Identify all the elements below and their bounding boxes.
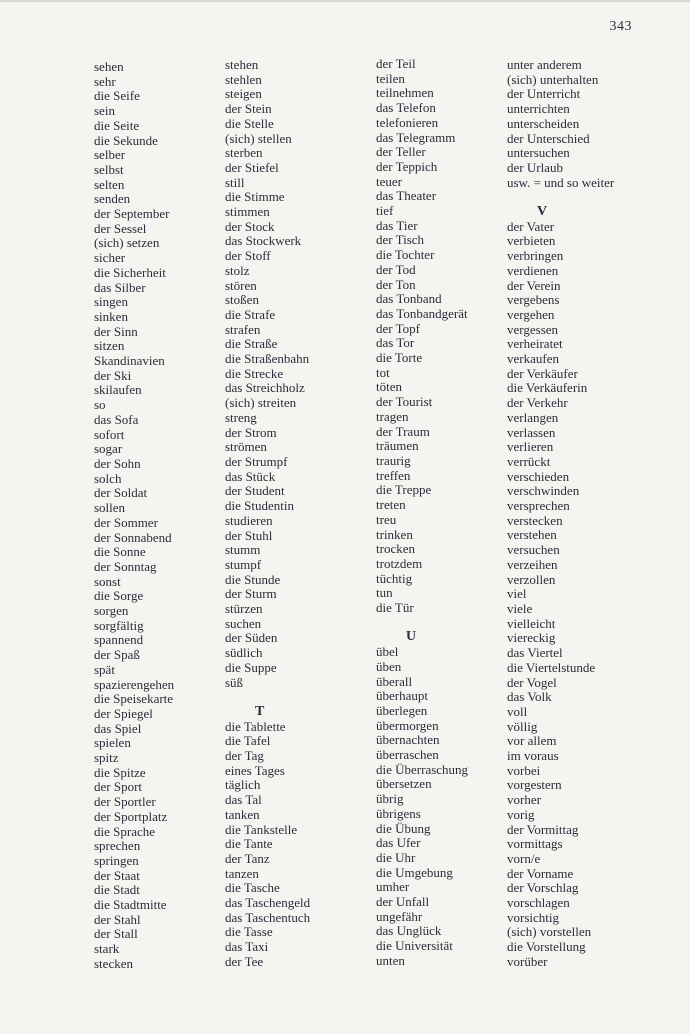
vocab-entry: die Überraschung — [376, 761, 469, 777]
vocab-entry: streng — [225, 409, 257, 425]
vocab-entry: die Suppe — [225, 659, 277, 675]
vocab-entry: verschieden — [507, 468, 570, 484]
vocab-entry: der Student — [225, 483, 285, 499]
vocab-entry: der Sonntag — [94, 558, 157, 574]
vocab-entry: teuer — [376, 173, 402, 189]
word-column-4 — [507, 58, 614, 970]
vocab-entry: verschwinden — [507, 483, 580, 499]
vocab-entry: verstecken — [507, 512, 563, 528]
vocab-entry: der Vorname — [507, 865, 574, 881]
vocab-entry: der Sport — [94, 779, 143, 795]
vocab-entry: voll — [507, 703, 528, 719]
vocab-entry: verrückt — [507, 453, 551, 469]
vocab-entry: vergebens — [507, 292, 560, 308]
vocab-entry: der Unfall — [376, 894, 430, 910]
vocab-entry: überlegen — [376, 702, 428, 718]
vocab-entry: der Süden — [225, 630, 278, 646]
vocab-entry: selbst — [94, 161, 124, 177]
vocab-entry: spitz — [94, 750, 119, 766]
vocab-entry: die Tafel — [225, 733, 271, 749]
vocab-entry: Skandinavien — [94, 353, 165, 369]
vocab-entry: die Seife — [94, 88, 140, 104]
vocab-entry: verlangen — [507, 409, 559, 425]
vocab-entry: überhaupt — [376, 688, 428, 704]
vocab-entry: traurig — [376, 452, 411, 468]
vocab-entry: spät — [94, 661, 115, 677]
vocab-entry: der Topf — [376, 320, 420, 336]
vocab-entry: sonst — [94, 573, 121, 589]
vocab-entry: verbieten — [507, 233, 556, 249]
vocab-entry: der Stoff — [225, 248, 271, 264]
vocab-entry: der Stall — [94, 926, 138, 942]
vocab-entry: der September — [94, 206, 170, 222]
vocab-entry: täglich — [225, 777, 261, 793]
vocab-entry: verbringen — [507, 248, 564, 264]
vocab-entry: stecken — [94, 955, 133, 971]
vocab-entry: eines Tages — [225, 762, 285, 778]
vocab-entry: der Verkäufer — [507, 365, 578, 381]
vocab-entry: der Strom — [225, 424, 277, 440]
vocab-entry: (sich) setzen — [94, 235, 160, 251]
vocab-entry: treten — [376, 497, 406, 513]
vocab-entry: still — [225, 174, 245, 190]
vocab-entry: vor allem — [507, 733, 557, 749]
vocab-entry: völlig — [507, 718, 538, 734]
vocab-entry: das Ufer — [376, 835, 421, 851]
vocab-entry: die Universität — [376, 938, 453, 954]
vocab-entry: der Stuhl — [225, 527, 273, 543]
vocab-entry: verzeihen — [507, 556, 558, 572]
vocab-entry: vergehen — [507, 306, 555, 322]
vocab-entry: die Stunde — [225, 571, 281, 587]
word-column-3 — [376, 57, 468, 969]
vocab-entry: skilaufen — [94, 382, 142, 398]
vocab-entry: die Stimme — [225, 189, 285, 205]
vocab-entry: die Umgebung — [376, 864, 453, 880]
vocab-entry: das Tonband — [376, 291, 442, 307]
vocab-entry: die Verkäuferin — [507, 380, 588, 396]
vocab-entry: steigen — [225, 86, 262, 102]
vocab-entry: vergessen — [507, 321, 559, 337]
vocab-entry: der Strumpf — [225, 453, 288, 469]
vocab-entry: das Theater — [376, 188, 437, 204]
vocab-entry: der Verkehr — [507, 395, 568, 411]
vocab-entry: der Tod — [376, 261, 416, 277]
vocab-entry: verzollen — [507, 571, 556, 587]
vocab-entry: der Unterschied — [507, 130, 590, 146]
vocab-entry: treu — [376, 511, 397, 527]
vocab-entry: der Spaß — [94, 647, 140, 663]
vocab-entry: tanzen — [225, 865, 259, 881]
vocab-entry: das Volk — [507, 689, 552, 705]
vocab-entry: so — [94, 397, 106, 413]
vocab-entry: das Taschentuch — [225, 909, 311, 925]
spacer — [376, 616, 468, 631]
vocab-entry: die Strecke — [225, 365, 284, 381]
vocab-entry: springen — [94, 852, 139, 868]
vocab-entry: untersuchen — [507, 145, 570, 161]
vocab-entry: die Seite — [94, 117, 140, 133]
vocab-entry: usw. = und so weiter — [507, 174, 615, 190]
vocab-entry: die Tablette — [225, 718, 286, 734]
vocab-entry: die Sorge — [94, 588, 144, 604]
letter-header: U — [406, 629, 417, 645]
vocab-entry: die Übung — [376, 820, 431, 836]
vocab-entry: überraschen — [376, 747, 439, 763]
vocab-entry: der Sportler — [94, 794, 156, 810]
vocab-entry: tief — [376, 203, 394, 219]
vocab-entry: ungefähr — [376, 908, 423, 924]
vocab-entry: stimmen — [225, 204, 270, 220]
vocab-entry: die Tasche — [225, 880, 280, 896]
word-column-1 — [94, 60, 174, 972]
vocab-entry: das Sofa — [94, 411, 139, 427]
vocab-entry: übernachten — [376, 732, 440, 748]
vocab-entry: sehen — [94, 59, 124, 74]
vocab-entry: strömen — [225, 439, 267, 455]
vocab-entry: unterscheiden — [507, 115, 580, 131]
vocab-entry: trocken — [376, 541, 415, 557]
vocab-entry: spielen — [94, 735, 131, 751]
vocab-entry: im voraus — [507, 748, 559, 764]
vocab-entry: die Strafe — [225, 306, 276, 322]
vocab-entry: stolz — [225, 262, 250, 278]
vocab-entry: stumm — [225, 542, 261, 558]
vocab-entry: singen — [94, 294, 128, 310]
vocab-entry: vorüber — [507, 953, 548, 969]
vocab-entry: teilen — [376, 70, 405, 86]
vocab-entry: die Tankstelle — [225, 821, 298, 837]
vocab-entry: der Vormittag — [507, 821, 579, 837]
vocab-entry: unten — [376, 952, 405, 968]
vocab-entry: das Unglück — [376, 923, 442, 939]
vocab-entry: der Stahl — [94, 911, 141, 927]
top-border — [0, 0, 690, 2]
vocab-entry: die Stadtmitte — [94, 897, 167, 913]
vocab-entry: die Sicherheit — [94, 264, 166, 280]
vocab-entry: versprechen — [507, 498, 570, 514]
vocab-entry: der Sinn — [94, 323, 138, 339]
vocab-entry: tüchtig — [376, 570, 413, 586]
vocab-entry: vorher — [507, 792, 541, 808]
vocab-entry: der Sohn — [94, 455, 141, 471]
vocab-entry: sterben — [225, 145, 263, 161]
vocab-entry: die Vorstellung — [507, 939, 586, 955]
word-column-2 — [225, 58, 310, 970]
vocab-entry: spannend — [94, 632, 144, 648]
vocab-entry: übermorgen — [376, 717, 439, 733]
vocab-entry: das Taxi — [225, 939, 269, 955]
vocab-entry: übrig — [376, 791, 404, 807]
vocab-entry: sprechen — [94, 838, 141, 854]
vocab-entry: der Tee — [225, 953, 264, 969]
vocab-entry: der Verein — [507, 277, 561, 293]
vocab-entry: vorig — [507, 806, 535, 822]
vocab-entry: der Traum — [376, 423, 430, 439]
vocab-entry: vorn/e — [507, 850, 541, 866]
vocab-entry: die Tür — [376, 600, 414, 616]
vocab-entry: die Sprache — [94, 823, 156, 839]
vocab-entry: die Spitze — [94, 764, 146, 780]
vocab-entry: der Staat — [94, 867, 140, 883]
vocab-entry: (sich) unterhalten — [507, 71, 599, 87]
vocab-entry: tun — [376, 585, 393, 601]
vocab-entry: die Viertelstunde — [507, 659, 596, 675]
vocab-entry: stören — [225, 277, 257, 293]
vocab-entry: suchen — [225, 615, 262, 631]
vocab-entry: unterrichten — [507, 101, 570, 117]
vocab-entry: das Tier — [376, 217, 418, 233]
vocab-entry: die Sekunde — [94, 132, 158, 148]
vocab-entry: vormittags — [507, 836, 563, 852]
vocab-entry: südlich — [225, 645, 263, 661]
vocab-entry: die Straßenbahn — [225, 351, 310, 367]
vocab-entry: der Tisch — [376, 232, 425, 248]
vocab-entry: umher — [376, 879, 410, 895]
vocab-entry: der Unterricht — [507, 86, 581, 102]
vocab-entry: die Treppe — [376, 482, 432, 498]
vocab-entry: sogar — [94, 441, 123, 457]
vocab-entry: der Vater — [507, 218, 555, 234]
vocab-entry: trinken — [376, 526, 413, 542]
vocab-entry: sicher — [94, 250, 126, 266]
vocab-entry: stehen — [225, 57, 259, 72]
vocab-entry: tanken — [225, 806, 260, 822]
vocab-entry: viel — [507, 586, 527, 602]
vocab-entry: viele — [507, 601, 533, 616]
vocab-entry: vielleicht — [507, 615, 556, 631]
page-number: 343 — [609, 19, 632, 34]
vocab-entry: die Straße — [225, 336, 278, 352]
vocab-entry: stoßen — [225, 292, 259, 308]
vocab-entry: der Vorschlag — [507, 880, 579, 896]
vocab-entry: das Taschengeld — [225, 895, 311, 911]
vocab-entry: der Tourist — [376, 394, 433, 410]
vocab-entry: stürzen — [225, 601, 263, 617]
vocab-entry: übersetzen — [376, 776, 432, 792]
vocab-entry: üben — [376, 658, 402, 674]
vocab-entry: der Stein — [225, 101, 272, 117]
vocab-entry: treffen — [376, 467, 411, 483]
vocab-entry: süß — [225, 674, 244, 690]
spacer — [225, 690, 310, 705]
vocab-entry: das Stück — [225, 468, 276, 484]
vocab-entry: senden — [94, 191, 131, 207]
vocab-entry: solch — [94, 470, 122, 486]
vocab-entry: spazierengehen — [94, 676, 175, 692]
vocab-entry: der Stock — [225, 218, 275, 234]
vocab-entry: stehlen — [225, 71, 262, 87]
vocab-entry: stark — [94, 941, 120, 957]
vocab-entry: unter anderem — [507, 57, 582, 72]
vocab-entry: die Stadt — [94, 882, 140, 898]
vocab-entry: sein — [94, 103, 115, 119]
vocab-entry: überall — [376, 673, 413, 689]
vocab-entry: tragen — [376, 408, 409, 424]
vocab-entry: (sich) vorstellen — [507, 924, 592, 940]
vocab-entry: sofort — [94, 426, 125, 442]
vocab-entry: verheiratet — [507, 336, 563, 352]
vocab-entry: die Studentin — [225, 498, 294, 514]
vocab-entry: der Stiefel — [225, 159, 279, 175]
vocab-entry: das Tonbandgerät — [376, 305, 468, 321]
vocab-entry: vorsichtig — [507, 909, 559, 925]
vocab-entry: das Stockwerk — [225, 233, 302, 249]
vocab-entry: der Teil — [376, 56, 416, 71]
vocab-entry: das Spiel — [94, 720, 142, 736]
vocab-entry: der Urlaub — [507, 159, 563, 175]
vocab-entry: die Sonne — [94, 544, 146, 560]
vocab-entry: der Sportplatz — [94, 808, 168, 824]
vocab-entry: (sich) stellen — [225, 130, 292, 146]
vocab-entry: der Vogel — [507, 674, 557, 690]
vocab-entry: übrigens — [376, 805, 421, 821]
vocab-entry: selten — [94, 176, 125, 192]
vocab-entry: telefonieren — [376, 114, 439, 130]
letter-header: V — [537, 204, 548, 220]
vocab-entry: die Uhr — [376, 849, 416, 865]
vocab-entry: strafen — [225, 321, 261, 337]
vocab-entry: tot — [376, 364, 390, 380]
vocab-entry: verlieren — [507, 439, 554, 455]
vocab-entry: der Sturm — [225, 586, 277, 602]
vocab-entry: der Sessel — [94, 220, 147, 236]
vocab-entry: vorschlagen — [507, 895, 570, 911]
vocab-entry: sehr — [94, 73, 116, 89]
vocab-entry: die Torte — [376, 350, 423, 366]
vocab-entry: der Sommer — [94, 514, 158, 530]
vocab-entry: verkaufen — [507, 351, 559, 367]
vocab-entry: sollen — [94, 500, 126, 516]
vocab-entry: studieren — [225, 512, 273, 528]
vocab-entry: das Telefon — [376, 100, 436, 116]
vocab-entry: die Tochter — [376, 247, 435, 263]
vocab-entry: versuchen — [507, 542, 560, 558]
vocab-entry: das Tal — [225, 792, 262, 808]
vocab-entry: der Teller — [376, 144, 426, 160]
vocab-entry: der Tag — [225, 748, 264, 764]
vocab-entry: die Speisekarte — [94, 691, 174, 707]
vocab-entry: verdienen — [507, 262, 559, 278]
vocab-entry: teilnehmen — [376, 85, 434, 101]
vocab-entry: verlassen — [507, 424, 556, 440]
vocab-entry: träumen — [376, 438, 419, 454]
vocab-entry: der Ton — [376, 276, 416, 292]
vocab-entry: selber — [94, 147, 126, 163]
vocab-entry: der Tanz — [225, 850, 270, 866]
vocab-entry: sinken — [94, 308, 128, 324]
vocab-entry: vorgestern — [507, 777, 562, 793]
vocab-entry: sorgfältig — [94, 617, 144, 633]
vocab-entry: das Silber — [94, 279, 146, 295]
vocab-entry: (sich) streiten — [225, 395, 297, 411]
vocab-entry: töten — [376, 379, 402, 395]
vocab-entry: vorbei — [507, 762, 541, 778]
vocab-entry: das Streichholz — [225, 380, 305, 396]
vocab-entry: das Tor — [376, 335, 415, 351]
vocab-entry: der Soldat — [94, 485, 148, 501]
vocab-entry: die Tante — [225, 836, 273, 852]
vocab-entry: das Viertel — [507, 645, 563, 661]
vocab-entry: übel — [376, 644, 399, 660]
vocab-entry: die Stelle — [225, 115, 274, 131]
spacer — [507, 190, 614, 205]
vocab-entry: stumpf — [225, 556, 262, 572]
vocab-entry: sorgen — [94, 603, 129, 619]
vocab-entry: der Ski — [94, 367, 132, 383]
vocab-entry: der Sonnabend — [94, 529, 172, 545]
vocab-entry: viereckig — [507, 630, 556, 646]
vocab-entry: trotzdem — [376, 555, 423, 571]
vocab-entry: der Teppich — [376, 158, 438, 174]
vocab-entry: sitzen — [94, 338, 125, 354]
vocab-entry: der Spiegel — [94, 705, 153, 721]
vocab-entry: das Telegramm — [376, 129, 456, 145]
vocab-entry: die Tasse — [225, 924, 273, 940]
vocab-entry: verstehen — [507, 527, 557, 543]
letter-header: T — [255, 703, 265, 719]
